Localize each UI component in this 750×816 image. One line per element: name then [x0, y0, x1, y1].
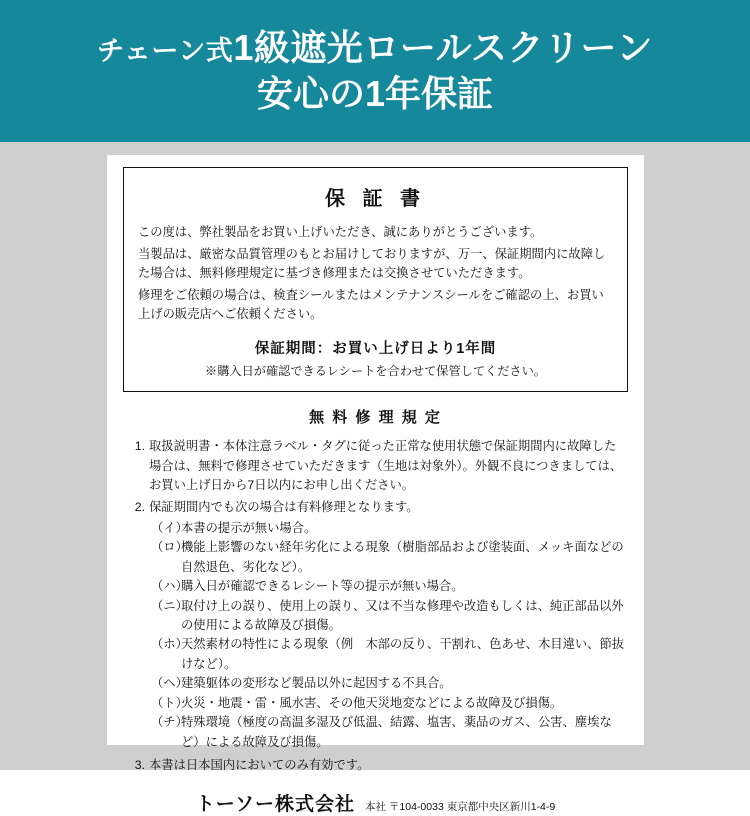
header-banner: [0, 0, 750, 142]
rule-subitem: [151, 538, 628, 577]
rule-subitem-mark: （ロ）: [151, 540, 188, 555]
banner-headline-secondary: 安心の1年保証: [256, 73, 494, 114]
company-address: 本社 〒104-0033 東京都中央区新川1-4-9: [365, 801, 556, 814]
rule-subitem-mark: （ハ）: [151, 579, 188, 594]
warranty-paragraph: この度は、弊社製品をお買い上げいただき、誠にありがとうございます。: [138, 225, 543, 239]
rule-subitem: [151, 577, 628, 596]
rule-subitem-text: 機能上影響のない経年劣化による現象（樹脂部品および塗装面、メッキ面などの自然退色、劣化など）。: [181, 540, 624, 574]
warranty-paragraph: 修理をご依頼の場合は、検査シールまたはメンテナンスシールをご確認の上、お買い上げの販売店へご依頼ください。: [138, 288, 604, 322]
rule-number: 2.: [134, 499, 145, 514]
rule-subitem: [151, 597, 628, 636]
rule-subitem-text: 火災・地震・雷・風水害、その他天災地変などによる故障及び損傷。: [181, 695, 563, 710]
warranty-certificate-sheet: [107, 155, 644, 816]
rule-subitem: [151, 635, 628, 674]
company-name: トーソー株式会社: [195, 794, 355, 816]
rule-text: 取扱説明書・本体注意ラベル・タグに従った正常な使用状態で保証期間内に故障した場合は、無料で修理させていただきます（生地は対象外）。外観不良につきましては、お買い上げ日から7日以内にお申し出ください。: [149, 439, 623, 493]
banner-headline-prefix: チェーン式: [97, 36, 234, 67]
rule-subitem: [151, 674, 628, 693]
warranty-box: [123, 167, 628, 392]
rule-item: [123, 437, 628, 495]
rule-subitem-text: 購入日が確認できるレシート等の提示が無い場合。: [181, 579, 464, 594]
rule-subitem-mark: （ト）: [151, 695, 188, 710]
rule-subitem: [151, 713, 628, 752]
rule-number: 3.: [134, 757, 145, 772]
rule-subitem-text: 天然素材の特性による現象（例 木部の反り、干割れ、色あせ、木目違い、節抜けなど）。: [181, 637, 625, 671]
free-repair-rules-title: 無 料 修 理 規 定: [309, 409, 442, 427]
rule-subitem-text: 取付け上の誤り、使用上の誤り、又は不当な修理や改造もしくは、純正部品以外の使用による故障及び損傷。: [181, 598, 624, 633]
rule-number: 1.: [134, 439, 145, 454]
rule-text: 保証期間内でも次の場合は有料修理となります。: [149, 499, 419, 514]
rule-subitem-mark: （チ）: [151, 715, 188, 730]
rule-subitem: [151, 519, 628, 538]
rule-subitem-mark: （ニ）: [151, 598, 188, 613]
warranty-paragraph: 当製品は、厳密な品質管理のもとお届けしておりますが、万一、保証期間内に故障した場合は、無料修理規定に基づき修理または交換させていただきます。: [138, 247, 606, 281]
warranty-title: 保 証 書: [324, 188, 427, 210]
rule-item: [123, 498, 628, 517]
company-footer: [123, 789, 628, 816]
rule-text: 本書は日本国内においてのみ有効です。: [149, 757, 370, 772]
warranty-body: [138, 223, 613, 324]
rule-subitem-mark: （ヘ）: [151, 676, 188, 691]
banner-headline-main: 1級遮光ロールスクリーン: [233, 27, 653, 69]
rule-subitem: [151, 694, 628, 713]
rule-subitem-text: 本書の提示が無い場合。: [181, 520, 317, 535]
rule-item: [123, 756, 628, 775]
rule-subitem-text: 建築躯体の変形など製品以外に起因する不具合。: [181, 676, 452, 691]
rule-subitem-text: 特殊環境（極度の高温多湿及び低温、結露、塩害、薬品のガス、公害、塵埃など）による故障及び損傷。: [181, 715, 612, 749]
banner-headline-primary: [97, 29, 653, 67]
warranty-period: 保証期間：お買い上げ日より1年間: [254, 341, 497, 358]
rule-subitem-mark: （イ）: [151, 520, 188, 535]
warranty-receipt-note: ※購入日が確認できるレシートを合わせて保管してください。: [205, 364, 546, 379]
rule-subitem-mark: （ホ）: [151, 637, 188, 652]
